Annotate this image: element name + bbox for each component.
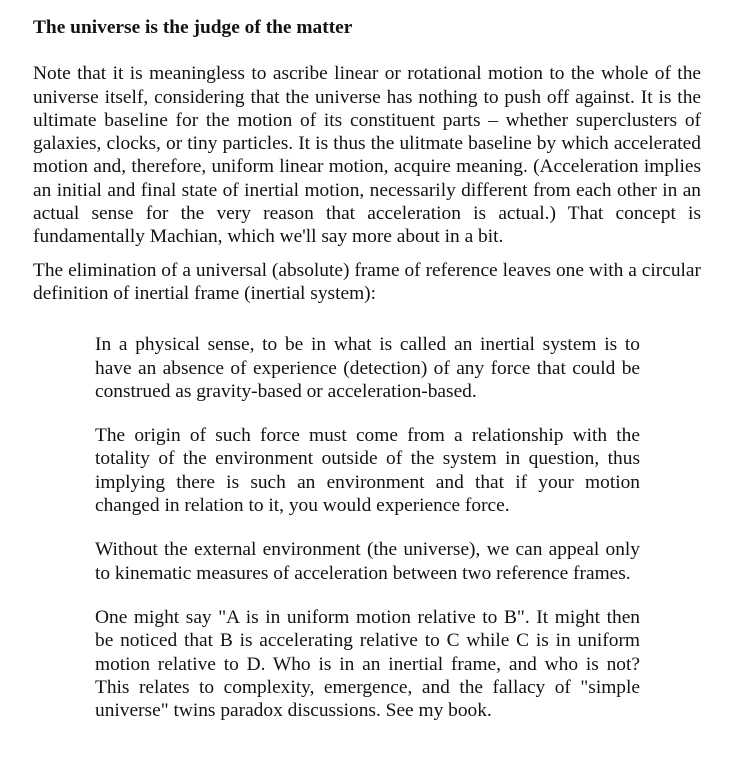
indented-paragraph-origin-of-force: The origin of such force must come from a relationship with the totality of the environment outside of the system in question, thus implying there is such an environment and that if your motion changed in relation to it, you would experience force.	[95, 425, 640, 517]
indented-paragraph-kinematic-measures: Without the external environment (the universe), we can appeal only to kinematic measures of acceleration between two reference frames.	[95, 539, 640, 584]
indented-quote-block	[95, 333, 640, 722]
paragraph-universe-baseline: Note that it is meaningless to ascribe linear or rotational motion to the whole of the universe itself, considering that the universe has nothing to push off against. It is the ultimate baseline for the motion of its constituent parts – whether superclusters of galaxies, clocks, or tiny particles. It is thus the ulitmate baseline by which accelerated motion and, therefore, uniform linear motion, acquire meaning. (Acceleration implies an initial and final state of inertial motion, necessarily different from each other in an actual sense for the very reason that acceleration is actual.) That concept is fundamentally Machian, which we'll say more about in a bit.	[33, 63, 701, 248]
paragraph-circular-definition: The elimination of a universal (absolute) frame of reference leaves one with a circular definition of inertial frame (inertial system):	[33, 259, 701, 304]
indented-paragraph-inertial-system: In a physical sense, to be in what is called an inertial system is to have an absence of experience (detection) of any force that could be construed as gravity-based or acceleration-based.	[95, 334, 640, 402]
document-heading: The universe is the judge of the matter	[33, 17, 353, 38]
indented-paragraph-twins-paradox: One might say "A is in uniform motion relative to B". It might then be noticed that B is accelerating relative to C while C is in uniform motion relative to D. Who is in an inertial frame, and who is not? This relates to complexity, emergence, and the fallacy of "simple universe" twins paradox discussions. See my book.	[95, 606, 640, 722]
